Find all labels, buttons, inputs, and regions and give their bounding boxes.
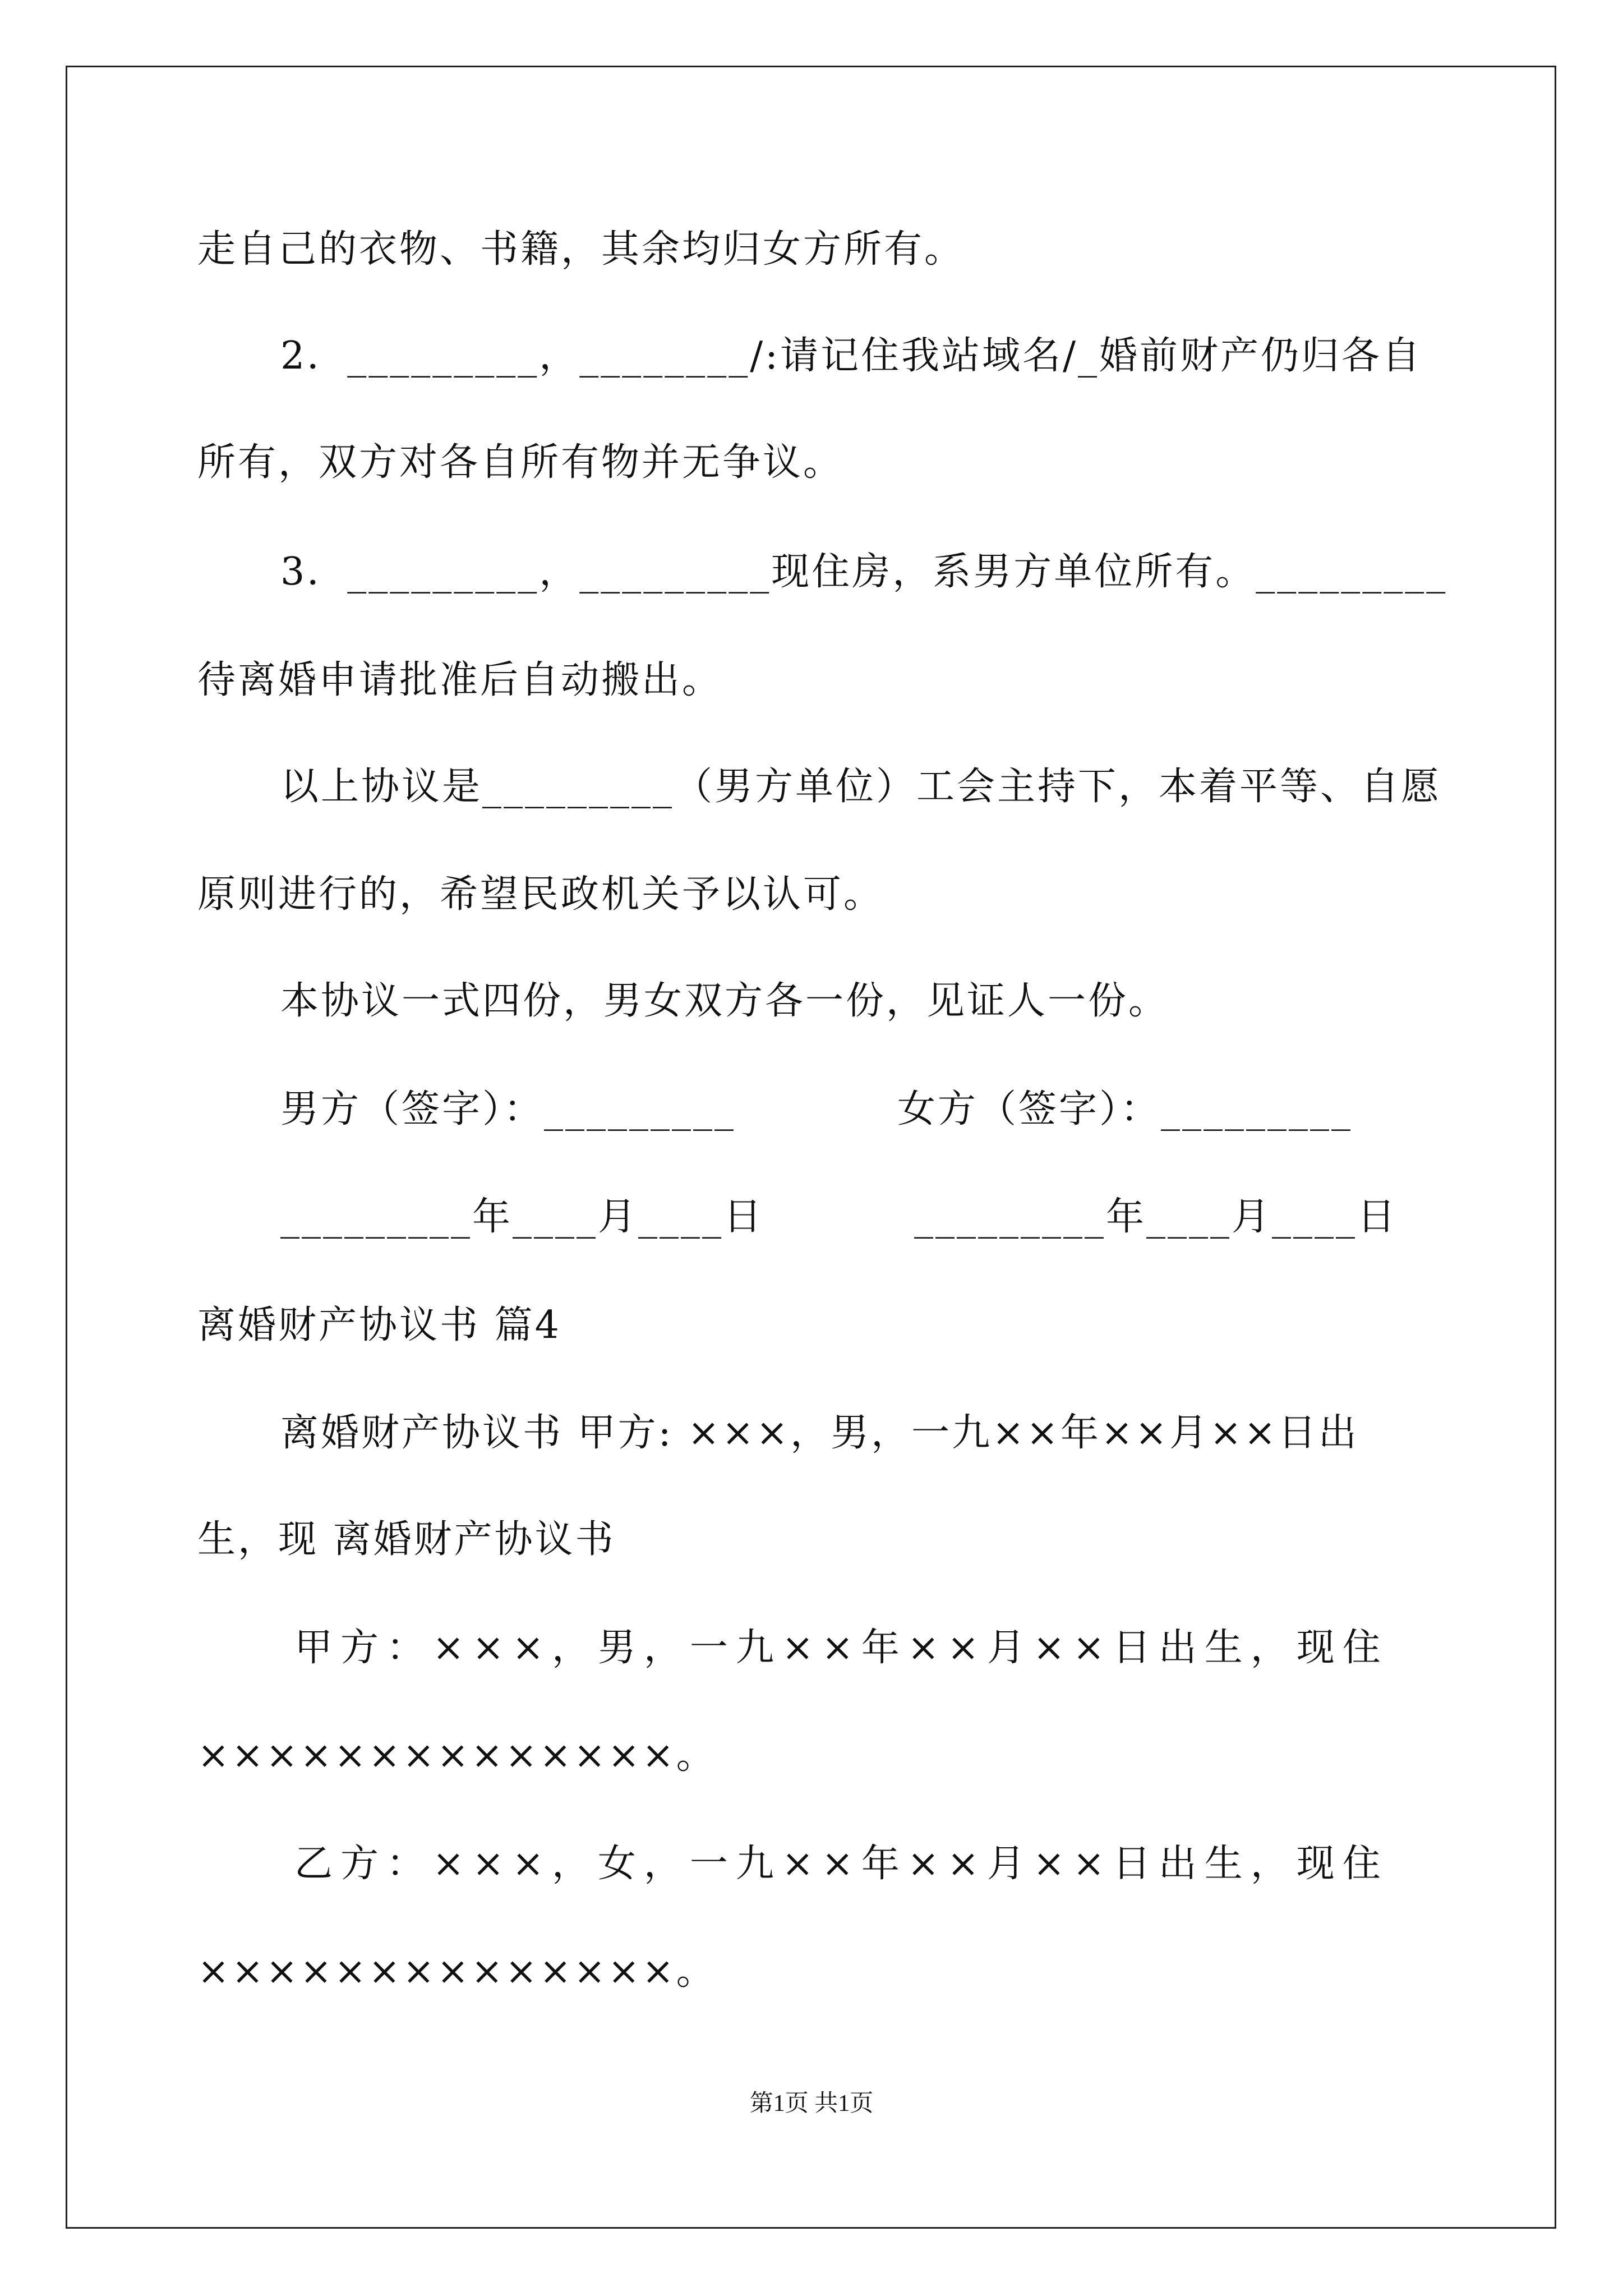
text-line-3: 所有，双方对各自所有物并无争议。 — [197, 440, 844, 485]
party-b-address-line: ××××××××××××××。 — [197, 1949, 717, 1994]
text-line-15: 生，现 离婚财产协议书 — [197, 1517, 616, 1562]
text-line-8: 本协议一式四份，男女双方各一份，见证人一份。 — [280, 979, 1169, 1023]
party-b-line: 乙方：×××，女，一九××年××月××日出生，现住 — [294, 1842, 1389, 1886]
text-line-7: 原则进行的，希望民政机关予以认可。 — [197, 872, 884, 917]
text-line-1: 走自己的衣物、书籍，其余均归女方所有。 — [197, 227, 965, 272]
party-a-address-line: ××××××××××××××。 — [197, 1733, 717, 1778]
page-border — [66, 66, 1556, 2229]
text-line-5: 待离婚申请批准后自动搬出。 — [197, 658, 723, 702]
male-signature-line: 男方（签字）：_________ — [280, 1087, 736, 1131]
female-date-line: _________年____月____日 — [914, 1195, 1398, 1239]
page-number-footer: 第1页 共1页 — [749, 2091, 874, 2116]
female-signature-line: 女方（签字）：_________ — [897, 1087, 1353, 1131]
text-line-4: 3．_________，_________现住房，系男方单位所有。_________ — [280, 550, 1448, 594]
male-date-line: _________年____月____日 — [280, 1195, 764, 1239]
text-line-14: 离婚财产协议书 甲方: ×××，男，一九××年××月××日出 — [280, 1411, 1359, 1455]
text-line-6: 以上协议是_________（男方单位）工会主持下，本着平等、自愿 — [280, 765, 1442, 809]
text-line-2: 2．_________，________/:请记住我站域名/_婚前财产仍归各自 — [280, 334, 1422, 378]
section-heading: 离婚财产协议书 篇4 — [197, 1303, 561, 1347]
party-a-line: 甲方：×××，男，一九××年××月××日出生，现住 — [294, 1626, 1389, 1670]
